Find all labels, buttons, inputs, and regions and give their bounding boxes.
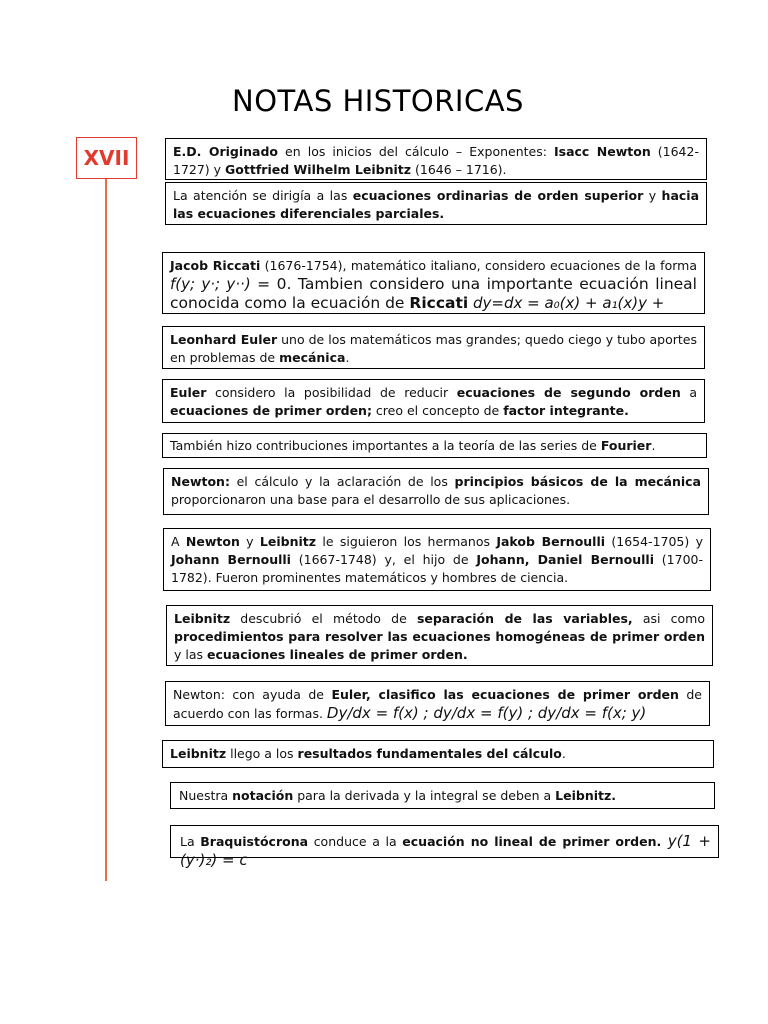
century-badge: XVII xyxy=(76,137,137,179)
timeline-line xyxy=(105,179,107,881)
note-newton-classification: Newton: con ayuda de Euler, clasifico las ecuaciones de primer orden de acuerdo con las formas. Dy/dx = f(x) ; dy/dx = f(y) ; dy/dx = f(x; y) xyxy=(165,681,710,726)
note-riccati: Jacob Riccati (1676-1754), matemático italiano, considero ecuaciones de la forma f(y; y·; y··) = 0. Tambien considero una importante ecuación lineal conocida como la ecuación de Riccati dy=dx = a₀(x) + a₁(x)y + xyxy=(162,252,705,314)
note-euler-intro: Leonhard Euler uno de los matemáticos mas grandes; quedo ciego y tubo aportes en problemas de mecánica. xyxy=(162,326,705,369)
note-origins: E.D. Originado en los inicios del cálculo – Exponentes: Isacc Newton (1642-1727) y Gottfried Wilhelm Leibnitz (1646 – 1716). xyxy=(165,138,707,180)
note-leibnitz-separation: Leibnitz descubrió el método de separación de las variables, asi como procedimientos para resolver las ecuaciones homogéneas de primer orden y las ecuaciones lineales de primer orden. xyxy=(166,605,713,666)
note-notation: Nuestra notación para la derivada y la integral se deben a Leibnitz. xyxy=(170,782,715,809)
page-title: NOTAS HISTORICAS xyxy=(232,84,524,118)
note-leibnitz-results: Leibnitz llego a los resultados fundamentales del cálculo. xyxy=(162,740,714,768)
note-euler-reduction: Euler considero la posibilidad de reducir ecuaciones de segundo orden a ecuaciones de primer orden; creo el concepto de factor integrante. xyxy=(162,379,705,423)
note-attention: La atención se dirigía a las ecuaciones ordinarias de orden superior y hacia las ecuaciones diferenciales parciales. xyxy=(165,182,707,225)
note-newton-mechanics: Newton: el cálculo y la aclaración de los principios básicos de la mecánica proporcionaron una base para el desarrollo de sus aplicaciones. xyxy=(163,468,709,515)
note-fourier: También hizo contribuciones importantes a la teoría de las series de Fourier. xyxy=(162,433,707,458)
note-brachistochrone: La Braquistócrona conduce a la ecuación no lineal de primer orden. y(1 + (y·)₂) = c xyxy=(170,825,719,858)
note-bernoulli: A Newton y Leibnitz le siguieron los hermanos Jakob Bernoulli (1654-1705) y Johann Bernoulli (1667-1748) y, el hijo de Johann, Daniel Bernoulli (1700-1782). Fueron prominentes matemáticos y hombres de ciencia. xyxy=(163,528,711,591)
